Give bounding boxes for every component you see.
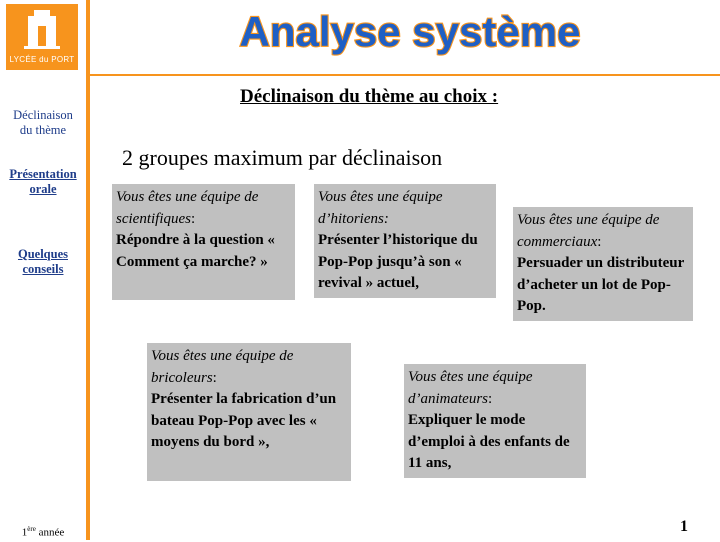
sidebar-item-label: orale [29, 182, 57, 196]
sidebar-item-label: du thème [19, 123, 67, 137]
sidebar-item-label: Déclinaison [13, 108, 73, 122]
sidebar-item-presentation[interactable] [0, 167, 86, 197]
sidebar-item-label: Présentation [9, 167, 77, 181]
title-text: Analyse système [239, 8, 581, 55]
header-divider [88, 74, 720, 76]
page-number: 1 [680, 518, 688, 535]
school-logo [6, 4, 78, 70]
lead-text: 2 groupes maximum par déclinaison [122, 145, 443, 170]
group-box-animateurs: Vous êtes une équipe d’animateurs: Expliquer le mode d’emploi à des enfants de 11 ans, [404, 364, 586, 478]
group-box-historiens: Vous êtes une équipe d’hitoriens: Présenter l’historique du Pop-Pop jusqu’à son « revival » actuel, [314, 184, 496, 298]
sidebar-item-label: Quelques [17, 247, 68, 261]
group-box-commerciaux: Vous êtes une équipe de commerciaux: Persuader un distributeur d’acheter un lot de Pop-Pop. [513, 207, 693, 321]
sidebar-item-declinaison[interactable] [0, 108, 86, 138]
group-box-scientifiques: Vous êtes une équipe de scientifiques: Répondre à la question « Comment ça marche? » [112, 184, 295, 300]
sidebar [0, 0, 86, 540]
logo-text: LYCÉE du PORT [9, 55, 75, 64]
page-title [200, 2, 620, 60]
sidebar-item-conseils[interactable] [0, 247, 86, 277]
sidebar-item-label: conseils [22, 262, 64, 276]
sidebar-border [86, 0, 90, 540]
year-label: 1ère année [0, 520, 86, 540]
group-box-bricoleurs: Vous êtes une équipe de bricoleurs: Présenter la fabrication d’un bateau Pop-Pop avec les « moyens du bord », [147, 343, 351, 481]
section-subtitle: Déclinaison du thème au choix : [240, 86, 499, 107]
